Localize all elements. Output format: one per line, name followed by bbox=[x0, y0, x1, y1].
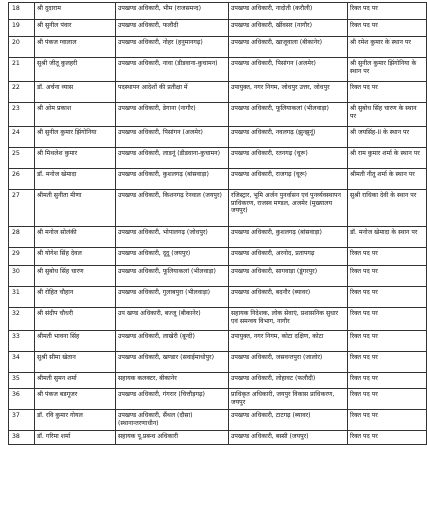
cell-to: उपखण्ड अधिकारी, बस्सी (जयपुर) bbox=[229, 431, 348, 445]
cell-sno: 27 bbox=[9, 190, 35, 227]
cell-to: उपखण्ड अधिकारी, नादोती (करौली) bbox=[229, 3, 348, 20]
cell-from: उपखण्ड अधिकारी, खण्डार (सवाईमाधोपुर) bbox=[116, 352, 229, 373]
cell-to: रजिस्ट्रार, भूमि अर्जन पुनर्वासन एवं पुनर्व्यवस्थापन प्राधिकरण, राजस्व मण्डल, अजमेर (मुख्यालय जयपुर) bbox=[229, 190, 348, 227]
cell-name: श्री ओम प्रकाश bbox=[35, 103, 116, 127]
cell-from: उप खण्ड अधिकारी, बज्जू (बीकानेर) bbox=[116, 308, 229, 331]
cell-to: उपखण्ड अधिकारी, टाटगढ़ (ब्यावर) bbox=[229, 410, 348, 431]
table-row bbox=[9, 227, 427, 248]
table-row bbox=[9, 58, 427, 82]
cell-remark: श्री सुबोध सिंह चारण के स्थान पर bbox=[348, 103, 427, 127]
cell-sno: 34 bbox=[9, 352, 35, 373]
cell-from: उपखण्ड अधिकारी, भीम (राजसमन्द) bbox=[116, 3, 229, 20]
cell-from: उपखण्ड अधिकारी, लाखेरी (बून्दी) bbox=[116, 331, 229, 352]
cell-name: श्री मिथलेश कुमार bbox=[35, 148, 116, 169]
cell-name: श्री पंकज बडगूजर bbox=[35, 389, 116, 410]
cell-remark: रिक्त पद पर bbox=[348, 308, 427, 331]
cell-sno: 29 bbox=[9, 248, 35, 266]
cell-name: डॉ. अर्चना व्यास bbox=[35, 82, 116, 103]
cell-sno: 18 bbox=[9, 3, 35, 20]
table-row bbox=[9, 389, 427, 410]
cell-sno: 33 bbox=[9, 331, 35, 352]
transfer-order-table bbox=[8, 2, 420, 445]
cell-sno: 31 bbox=[9, 287, 35, 308]
cell-name: डॉ. रवि कुमार गोयल bbox=[35, 410, 116, 431]
cell-to: उपखण्ड अधिकारी, खींवसर (नागौर) bbox=[229, 20, 348, 37]
cell-from: उपखण्ड अधिकारी, पिसांगन (अजमेर) bbox=[116, 127, 229, 148]
table-row bbox=[9, 352, 427, 373]
cell-from: उपखण्ड अधिकारी, फूलियाकलां (भीलवाड़ा) bbox=[116, 266, 229, 287]
cell-sno: 37 bbox=[9, 410, 35, 431]
cell-from: उपखण्ड अधिकारी, भोपालगढ़ (जोधपुर) bbox=[116, 227, 229, 248]
cell-name: श्री सुनील पंवार bbox=[35, 20, 116, 37]
transfer-table-body bbox=[9, 3, 427, 445]
table-row bbox=[9, 3, 427, 20]
cell-from: उपखण्ड अधिकारी, डेगाना (नागौर) bbox=[116, 103, 229, 127]
cell-sno: 26 bbox=[9, 169, 35, 190]
cell-remark: रिक्त पद पर bbox=[348, 410, 427, 431]
cell-from: उपखण्ड अधिकारी, लाडनूं (डीडवाना-कुचामन) bbox=[116, 148, 229, 169]
cell-remark: रिक्त पद पर bbox=[348, 82, 427, 103]
table-row bbox=[9, 127, 427, 148]
cell-from: उपखण्ड अधिकारी, गुलाबपुरा (भीलवाड़ा) bbox=[116, 287, 229, 308]
cell-to: उपखण्ड अधिकारी, बदनौर (ब्यावर) bbox=[229, 287, 348, 308]
table-row bbox=[9, 248, 427, 266]
table-row bbox=[9, 287, 427, 308]
cell-remark: रिक्त पद पर bbox=[348, 287, 427, 308]
cell-to: उपायुक्त, नगर निगम, जोधपुर उत्तर, जोधपुर bbox=[229, 82, 348, 103]
cell-remark: डॉ. मनोज खेमादा के स्थान पर bbox=[348, 227, 427, 248]
table-row bbox=[9, 308, 427, 331]
table-row bbox=[9, 431, 427, 445]
cell-name: श्री रोहित चौहान bbox=[35, 287, 116, 308]
transfer-table bbox=[8, 2, 427, 445]
cell-sno: 20 bbox=[9, 37, 35, 58]
cell-remark: रिक्त पद पर bbox=[348, 248, 427, 266]
cell-to: प्राधिकृत अधिकारी, जयपुर विकास प्राधिकरण, जयपुर bbox=[229, 389, 348, 410]
cell-to: उपखण्ड अधिकारी, राजगढ़ (चूरू) bbox=[229, 169, 348, 190]
cell-name: श्री दुदाराम bbox=[35, 3, 116, 20]
cell-sno: 19 bbox=[9, 20, 35, 37]
cell-name: सुश्री सीमा खेतान bbox=[35, 352, 116, 373]
cell-from: पदस्थापन आदेशों की प्रतीक्षा में bbox=[116, 82, 229, 103]
cell-to: उपखण्ड अधिकारी, अरनोद, प्रतापगढ़ bbox=[229, 248, 348, 266]
cell-remark: श्रीमती नीतू शर्मा के स्थान पर bbox=[348, 169, 427, 190]
cell-to: उपखण्ड अधिकारी, नवलगढ़ (झुन्झुनूं) bbox=[229, 127, 348, 148]
cell-from: सहायक कलक्टर, बीकानेर bbox=[116, 373, 229, 389]
cell-sno: 38 bbox=[9, 431, 35, 445]
cell-sno: 21 bbox=[9, 58, 35, 82]
table-row bbox=[9, 331, 427, 352]
cell-remark: रिक्त पद पर bbox=[348, 266, 427, 287]
table-row bbox=[9, 410, 427, 431]
cell-remark: रिक्त पद पर bbox=[348, 373, 427, 389]
cell-name: श्री सुनील कुमार झिंगोनिया bbox=[35, 127, 116, 148]
cell-sno: 22 bbox=[9, 82, 35, 103]
cell-to: उपखण्ड अधिकारी, रतनगढ़ (चूरू) bbox=[229, 148, 348, 169]
cell-remark: सुश्री राधिका देवी के स्थान पर bbox=[348, 190, 427, 227]
cell-sno: 35 bbox=[9, 373, 35, 389]
cell-remark: रिक्त पद पर bbox=[348, 352, 427, 373]
cell-remark: रिक्त पद पर bbox=[348, 3, 427, 20]
cell-name: श्री संदीप चौधरी bbox=[35, 308, 116, 331]
cell-name: श्रीमती सुमन शर्मा bbox=[35, 373, 116, 389]
cell-remark: श्री सुनील कुमार झिंगोनिया के स्थान पर bbox=[348, 58, 427, 82]
cell-name: श्री योगेश सिंह देवल bbox=[35, 248, 116, 266]
cell-remark: रिक्त पद पर bbox=[348, 331, 427, 352]
cell-remark: रिक्त पद पर bbox=[348, 389, 427, 410]
cell-to: उपखण्ड अधिकारी, पिसांगन (अजमेर) bbox=[229, 58, 348, 82]
cell-remark: श्री रमेश कुमार के स्थान पर bbox=[348, 37, 427, 58]
table-row bbox=[9, 169, 427, 190]
cell-to: उपखण्ड अधिकारी, सागवाड़ा (डूंगरपुर) bbox=[229, 266, 348, 287]
cell-sno: 24 bbox=[9, 127, 35, 148]
table-row bbox=[9, 20, 427, 37]
cell-from: सहायक पू.प्रबन्ध अधिकारी bbox=[116, 431, 229, 445]
table-row bbox=[9, 190, 427, 227]
table-row bbox=[9, 148, 427, 169]
cell-to: उपखण्ड अधिकारी, खाजूवाला (बीकानेर) bbox=[229, 37, 348, 58]
table-row bbox=[9, 266, 427, 287]
cell-from: उपखण्ड अधिकारी, गंगरार (चित्तौड़गढ़) bbox=[116, 389, 229, 410]
cell-from: उपखण्ड अधिकारी, नोहर (हनुमानगढ़) bbox=[116, 37, 229, 58]
cell-remark: श्री राम कुमार शर्मा के स्थान पर bbox=[348, 148, 427, 169]
cell-to: उपखण्ड अधिकारी, लोहावट (फलौदी) bbox=[229, 373, 348, 389]
cell-name: श्री पंकज ग्वालाल bbox=[35, 37, 116, 58]
cell-from: उपखण्ड अधिकारी, दूदू (जयपुर) bbox=[116, 248, 229, 266]
cell-sno: 30 bbox=[9, 266, 35, 287]
table-row bbox=[9, 37, 427, 58]
cell-sno: 36 bbox=[9, 389, 35, 410]
cell-remark: रिक्त पद पर bbox=[348, 20, 427, 37]
cell-from: उपखण्ड अधिकारी, कुशलगढ़ (बांसवाड़ा) bbox=[116, 169, 229, 190]
cell-name: श्री सुबोध सिंह चारण bbox=[35, 266, 116, 287]
cell-remark: श्री जयसिंह-II के स्थान पर bbox=[348, 127, 427, 148]
cell-to: सहायक निदेशक, लोक सेवाएं, प्रशासनिक सुधार एवं समन्वय विभाग, नागौर bbox=[229, 308, 348, 331]
cell-to: उपखण्ड अधिकारी, जसवन्तपुरा (जालोर) bbox=[229, 352, 348, 373]
cell-name: सुश्री जीतू कुलहरी bbox=[35, 58, 116, 82]
cell-sno: 32 bbox=[9, 308, 35, 331]
cell-to: उपायुक्त, नगर निगम, कोटा दक्षिण, कोटा bbox=[229, 331, 348, 352]
cell-to: उपखण्ड अधिकारी, कुशलगढ़ (बांसवाड़ा) bbox=[229, 227, 348, 248]
table-row bbox=[9, 373, 427, 389]
cell-name: श्री मनोज सोलंकी bbox=[35, 227, 116, 248]
cell-name: श्रीमती सुनीता मीणा bbox=[35, 190, 116, 227]
cell-sno: 25 bbox=[9, 148, 35, 169]
cell-to: उपखण्ड अधिकारी, फूलियाकलां (भीलवाड़ा) bbox=[229, 103, 348, 127]
cell-name: श्रीमती भावना सिंह bbox=[35, 331, 116, 352]
cell-remark: रिक्त पद पर bbox=[348, 431, 427, 445]
cell-sno: 23 bbox=[9, 103, 35, 127]
cell-name: डॉ. गरिमा शर्मा bbox=[35, 431, 116, 445]
cell-from: उपखण्ड अधिकारी, फलौदी bbox=[116, 20, 229, 37]
cell-from: उपखण्ड अधिकारी, सैंथल (दौसा) (स्थानान्तरणाधीन) bbox=[116, 410, 229, 431]
table-row bbox=[9, 82, 427, 103]
cell-from: उपखण्ड अधिकारी, किशनगढ़ रेनवाल (जयपुर) bbox=[116, 190, 229, 227]
cell-from: उपखण्ड अधिकारी, नावा (डीडवाना-कुचामन) bbox=[116, 58, 229, 82]
cell-sno: 28 bbox=[9, 227, 35, 248]
cell-name: डॉ. मनोज खेमादा bbox=[35, 169, 116, 190]
table-row bbox=[9, 103, 427, 127]
